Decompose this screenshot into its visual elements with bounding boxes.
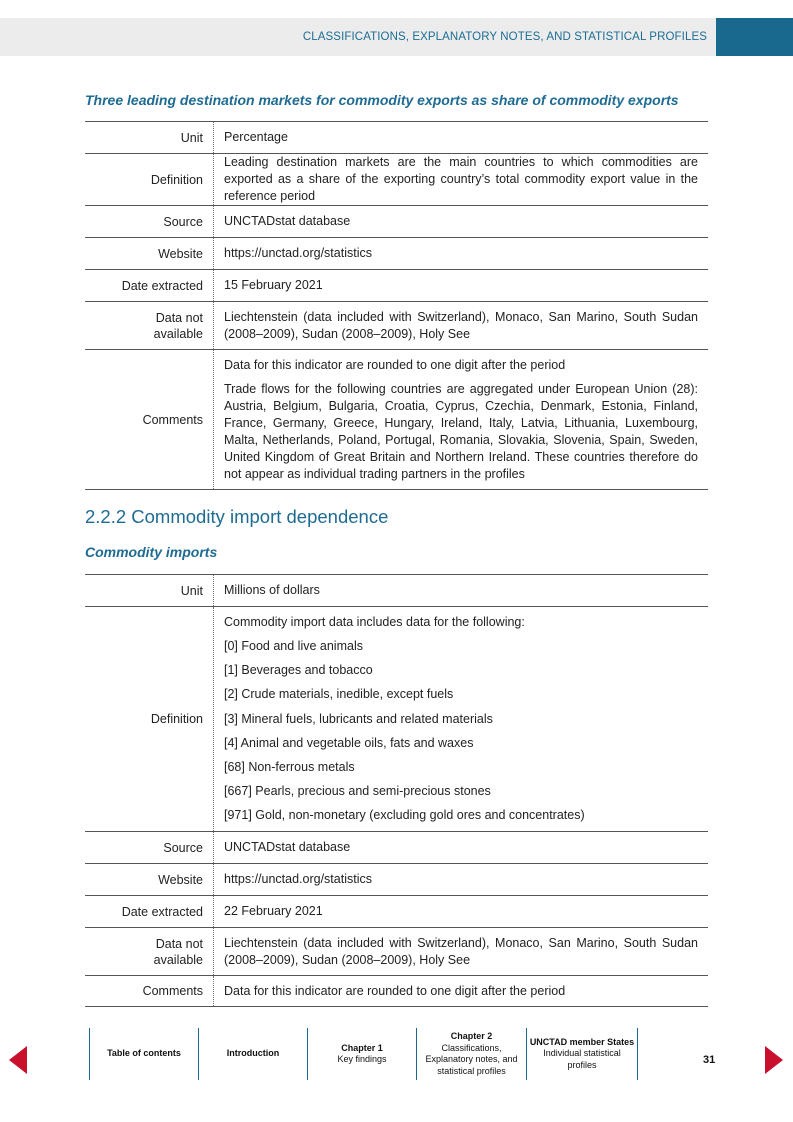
section-heading: 2.2.2 Commodity import dependence xyxy=(85,506,389,527)
metadata-table-commodity-imports xyxy=(85,574,708,1007)
definition-line: [0] Food and live animals xyxy=(224,638,363,653)
nav-sublabel: profiles xyxy=(567,1059,597,1070)
nav-cell-content xyxy=(337,1043,386,1066)
table-row xyxy=(85,154,708,206)
running-header-title: CLASSIFICATIONS, EXPLANATORY NOTES, AND STATISTICAL PROFILES xyxy=(302,31,707,43)
definition-line: [2] Crude materials, inedible, except fuels xyxy=(224,687,454,702)
nav-cell-content xyxy=(530,1037,634,1072)
row-label-data-not-available xyxy=(85,928,214,976)
row-label-unit: Unit xyxy=(85,575,214,607)
nav-sublabel: Key findings xyxy=(337,1054,387,1064)
table-row xyxy=(85,607,708,832)
table-row xyxy=(85,928,708,976)
row-label-definition: Definition xyxy=(85,154,214,206)
row-value-website: https://unctad.org/statistics xyxy=(214,864,709,896)
comment-paragraph: Trade flows for the following countries are aggregated under European Union (28): Austria, Belgium, Bulgaria, Croatia, Cyprus, Czechia, Denmark, Estonia, Finland, France, Germany, Greece, Hungary, Ireland, Italy, Latvia, Lithuania, Luxembourg, Malta, Netherlands, Poland, Portugal, Romania, Slovakia, Slovenia, Spain, Sweden, United Kingdom of Great Britain and Northern Ireland. These countries therefore do not appear as individual trading partners in the profiles xyxy=(224,381,698,481)
nav-label: Chapter 2 xyxy=(450,1031,493,1041)
row-label-definition: Definition xyxy=(85,607,214,832)
table-row xyxy=(85,896,708,928)
nav-label: Table of contents xyxy=(107,1048,181,1059)
indicator-title-export-markets: Three leading destination markets for commodity exports as share of commodity exports xyxy=(85,92,679,108)
row-value-website: https://unctad.org/statistics xyxy=(214,238,709,270)
row-value-definition xyxy=(214,607,709,832)
label-line: available xyxy=(153,952,203,967)
definition-line: [971] Gold, non-monetary (excluding gold ores and concentrates) xyxy=(224,808,585,823)
definition-line: [1] Beverages and tobacco xyxy=(224,663,373,678)
nav-introduction[interactable] xyxy=(199,1028,307,1080)
table-row xyxy=(85,122,708,154)
nav-divider xyxy=(637,1028,638,1080)
header-accent-block xyxy=(716,18,793,56)
nav-member-states[interactable] xyxy=(527,1028,637,1080)
definition-line: Commodity import data includes data for the following: xyxy=(224,614,525,629)
nav-label: Introduction xyxy=(226,1048,280,1059)
label-line: available xyxy=(153,326,203,341)
row-value-source: UNCTADstat database xyxy=(214,832,709,864)
definition-line: [3] Mineral fuels, lubricants and related materials xyxy=(224,711,493,726)
table-row xyxy=(85,864,708,896)
table-row xyxy=(85,575,708,607)
row-value-comments xyxy=(214,350,709,490)
table-row xyxy=(85,270,708,302)
table-row xyxy=(85,976,708,1007)
comment-paragraph: Data for this indicator are rounded to one digit after the period xyxy=(224,357,566,372)
nav-sublabel: Classifications, xyxy=(441,1042,502,1053)
indicator-title-commodity-imports: Commodity imports xyxy=(85,544,218,560)
row-label-website: Website xyxy=(85,238,214,270)
definition-line: [667] Pearls, precious and semi-precious stones xyxy=(224,784,491,799)
row-value-data-not-available: Liechtenstein (data included with Switzerland), Monaco, San Marino, South Sudan (2008–2009), Sudan (2008–2009), Holy See xyxy=(214,302,709,350)
table-row xyxy=(85,302,708,350)
row-label-comments: Comments xyxy=(85,350,214,490)
row-value-unit: Percentage xyxy=(214,122,709,154)
row-value-data-not-available: Liechtenstein (data included with Switzerland), Monaco, San Marino, South Sudan (2008–2009), Sudan (2008–2009), Holy See xyxy=(214,928,709,976)
label-line: Data not xyxy=(155,310,203,325)
row-label-source: Source xyxy=(85,206,214,238)
next-page-arrow-icon[interactable] xyxy=(765,1046,783,1074)
row-label-source: Source xyxy=(85,832,214,864)
nav-label: UNCTAD member States xyxy=(529,1036,635,1047)
row-value-source: UNCTADstat database xyxy=(214,206,709,238)
page-number: 31 xyxy=(703,1054,716,1066)
nav-sublabel: Explanatory notes, and xyxy=(425,1054,518,1064)
row-label-data-not-available xyxy=(85,302,214,350)
label-line: Data not xyxy=(155,936,203,951)
row-label-comments: Comments xyxy=(85,976,214,1007)
nav-table-of-contents[interactable] xyxy=(90,1028,198,1080)
nav-chapter-1[interactable] xyxy=(308,1028,416,1080)
metadata-table-export-markets xyxy=(85,121,708,490)
table-row xyxy=(85,832,708,864)
definition-line: [68] Non-ferrous metals xyxy=(224,759,355,774)
nav-sublabel: Individual statistical xyxy=(543,1048,621,1059)
table-row xyxy=(85,206,708,238)
previous-page-arrow-icon[interactable] xyxy=(9,1046,27,1074)
row-value-unit: Millions of dollars xyxy=(214,575,709,607)
row-value-definition: Leading destination markets are the main countries to which commodities are exported as a share of the exporting country’s total commodity export value in the reference period xyxy=(214,154,709,206)
row-label-website: Website xyxy=(85,864,214,896)
nav-cell-content xyxy=(425,1031,517,1077)
nav-label: Chapter 1 xyxy=(341,1042,383,1053)
table-row xyxy=(85,350,708,490)
definition-line: [4] Animal and vegetable oils, fats and waxes xyxy=(224,735,474,750)
row-value-date-extracted: 22 February 2021 xyxy=(214,896,709,928)
row-label-date-extracted: Date extracted xyxy=(85,270,214,302)
row-label-unit: Unit xyxy=(85,122,214,154)
row-value-date-extracted: 15 February 2021 xyxy=(214,270,709,302)
table-row xyxy=(85,238,708,270)
row-label-date-extracted: Date extracted xyxy=(85,896,214,928)
nav-chapter-2[interactable] xyxy=(417,1028,526,1080)
row-value-comments: Data for this indicator are rounded to one digit after the period xyxy=(214,976,709,1007)
nav-sublabel: statistical profiles xyxy=(437,1065,506,1076)
